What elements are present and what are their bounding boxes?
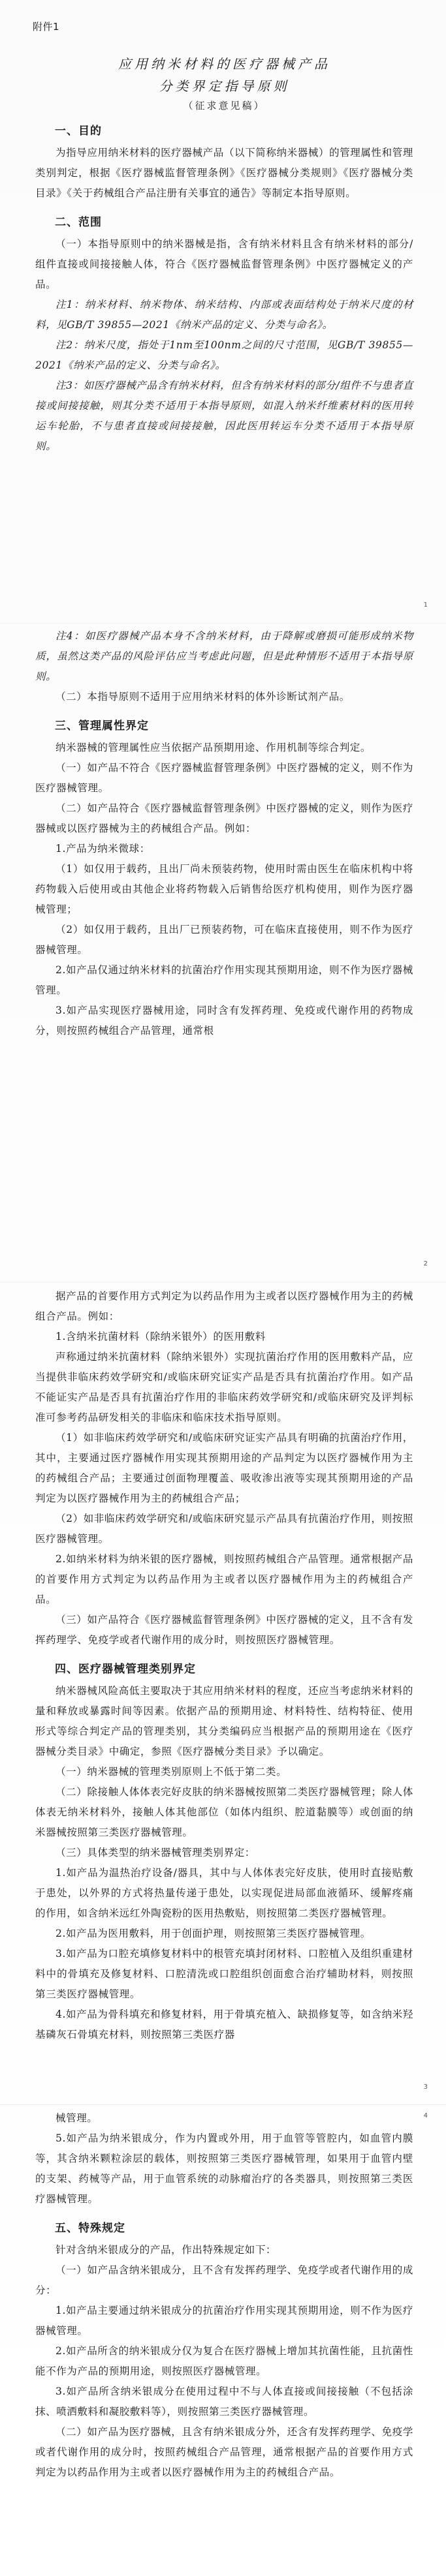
body-paragraph: 1.产品为纳米微球： <box>56 843 150 855</box>
body-paragraph: （二）如产品符合《医疗器械监督管理条例》中医疗器械的定义，则作为医疗器械或以医疗器械为主的药械组合产品。例如： <box>35 802 413 834</box>
body-paragraph: 2.如纳米材料为纳米银的医疗器械，则按照药械组合产品管理。通常根据产品的首要作用方式判定为以药品作用为主或者以医疗器械作用为主的药械组合产品。 <box>35 1553 413 1605</box>
page-1 <box>0 0 446 620</box>
page-1-column <box>35 0 413 457</box>
section-heading: 五、特殊规定 <box>55 2222 125 2235</box>
body-paragraph: （2）如仅用于载药，且出厂已预装药物，可在临床直接使用，则不作为医疗器械管理。 <box>35 924 413 956</box>
body-paragraph: 2.如产品所含的纳米银成分仅为复合在医疗器械上增加其抗菌性能，且抗菌性能不作为产品的预期用途，则按照医疗器械管理。 <box>35 2345 413 2377</box>
note-paragraph: 注3：如医疗器械产品含有纳米材料，但含有纳米材料的部分/组件不与患者直接或间接接触，则其分类不适用于本指导原则，如混入纳米纤维素材料的医用转运车轮胎，不与患者直接或间接接触，因此医用转运车分类不适用于本指导原则。 <box>35 380 413 452</box>
body-paragraph: 2.如产品为医用敷料，用于创面护理，则按照第三类医疗器械管理。 <box>56 1928 371 1939</box>
body-paragraph: （三）具体类型的纳米器械管理类别界定： <box>56 1847 255 1858</box>
page-number: 3 <box>423 2084 428 2091</box>
body-paragraph: 3.如产品实现医疗器械用途，同时含有发挥药理、免疫或代谢作用的药物成分，则按照药械组合产品管理，通常根 <box>35 1005 413 1037</box>
page-number: 4 <box>423 2112 428 2119</box>
body-paragraph: （一）本指导原则中的纳米器械是指，含有纳米材料且含有纳米材料的部分/组件直接或间接接触人体，符合《医疗器械监督管理条例》中医疗器械定义的产品。 <box>35 238 413 290</box>
body-paragraph: 1.含纳米抗菌材料（除纳米银外）的医用敷料 <box>56 1331 266 1342</box>
page-4 <box>0 2108 446 2576</box>
body-paragraph: （一）如产品不符合《医疗器械监督管理条例》中医疗器械的定义，则不作为医疗器械管理。 <box>35 762 413 794</box>
body-paragraph: 声称通过纳米抗菌材料（除纳米银外）实现抗菌治疗作用的医用敷料产品，应当提供非临床药效学研究和/或临床研究证实产品是否具有抗菌治疗作用。如产品不能证实产品是否具有抗菌治疗作用的非临床药效学研究和/或临床研究及评判标准可参考药品研发相关的非临床和临床技术指导原则。 <box>35 1351 413 1423</box>
page-divider <box>0 623 446 624</box>
body-paragraph: 械管理。 <box>56 2112 98 2124</box>
body-paragraph: 4.如产品为骨科填充和修复材料，用于骨填充植入、缺损修复等，如含纳米羟基磷灰石骨填充材料，则按照第三类医疗器 <box>35 2008 413 2040</box>
section-heading: 二、范围 <box>55 216 102 229</box>
body-paragraph: （二）如产品为医疗器械，且含有纳米银成分外，还含有发挥药理学、免疫学或者代谢作用的成分时，按照药械组合产品管理，通常根据产品的首要作用方式判定为以药品作用为主或者以医疗器械作用为主的药械组合产品。 <box>35 2426 413 2478</box>
annex-label: 附件1 <box>33 21 60 33</box>
body-paragraph: （二）除接触人体体表完好皮肤的纳米器械按照第二类医疗器械管理；除人体体表无纳米材料外，接触人体其他部位（如体内组织、腔道黏膜等）或创面的纳米器械按照第三类医疗器械管理。 <box>35 1786 413 1838</box>
page-3-body <box>35 1286 413 2045</box>
document-subtitle: （征求意见稿） <box>183 100 266 112</box>
page-4-body <box>35 2108 413 2483</box>
body-paragraph: 2.如产品仅通过纳米材料的抗菌治疗作用实现其预期用途，则不作为医疗器械管理。 <box>35 964 413 996</box>
body-paragraph: （三）如产品符合《医疗器械监督管理条例》中医疗器械的定义，且不含有发挥药理学、免疫学或者代谢作用的成分时，则按照医疗器械管理。 <box>35 1614 413 1646</box>
body-paragraph: （一）纳米器械的管理类别原则上不低于第二类。 <box>56 1766 287 1778</box>
document-title-line-1: 应用纳米材料的医疗器械产品 <box>118 56 330 72</box>
body-paragraph: 为指导应用纳米材料的医疗器械产品（以下简称纳米器械）的管理属性和管理类别判定，根据《医疗器械监督管理条例》《医疗器械分类规则》《医疗器械分类目录》《关于药械组合产品注册有关事宜的通告》等制定本指导原则。 <box>35 147 413 199</box>
body-paragraph: （二）本指导原则不适用于应用纳米材料的体外诊断试剂产品。 <box>56 691 350 703</box>
page-4-column <box>35 2108 413 2483</box>
body-paragraph: 1.如产品主要通过纳米银成分的抗菌治疗作用实现其预期用途，则不作为医疗器械管理。 <box>35 2305 413 2337</box>
page-3-column <box>35 1286 413 2045</box>
body-paragraph: 据产品的首要作用方式判定为以药品作用为主或者以医疗器械作用为主的药械组合产品。例如： <box>35 1290 413 1322</box>
body-paragraph: 纳米器械风险高低主要取决于其应用纳米材料的程度，还应当考虑纳米材料的量和释放或暴露时间等因素。依据产品的预期用途、材料特性、结构特征、使用形式等综合判定产品的管理类别，其分类编码应当根据产品的预期用途在《医疗器械分类目录》中确定，参照《医疗器械分类目录》予以确定。 <box>35 1685 413 1757</box>
title-block <box>35 53 413 112</box>
page-2-column <box>35 626 413 1041</box>
body-paragraph: 3.如产品为口腔充填修复材料中的根管充填封闭材料、口腔植入及组织重建材料中的骨填充及修复材料、口腔清洗或口腔组织创面愈合治疗辅助材料，则按照第三类医疗器械管理。 <box>35 1948 413 2000</box>
body-paragraph: （2）如非临床药效学研究和/或临床研究显示产品具有抗菌治疗作用，则按照医疗器械管理。 <box>35 1513 413 1545</box>
note-paragraph: 注1：纳米材料、纳米物体、纳米结构、内部或表面结构处于纳米尺度的材料，见GB/T 39855—2021《纳米产品的定义、分类与命名》。 <box>35 299 413 331</box>
section-heading: 三、管理属性界定 <box>55 720 149 733</box>
page-divider <box>0 2104 446 2105</box>
body-paragraph: 针对含纳米银成分的产品，作出特殊规定如下： <box>56 2244 277 2256</box>
page-number: 2 <box>423 1260 428 1267</box>
page-number: 1 <box>423 601 428 609</box>
body-paragraph: 1.如产品为温热治疗设备/器具，其中与人体体表完好皮肤，使用时直接贴敷于患处，以外界的方式将热量传递于患处，以实现促进局部血液循环、缓解疼痛的作用，如含纳米远红外陶瓷粉的医用热敷贴，则按照第二类医疗器械管理。 <box>35 1867 413 1919</box>
note-paragraph: 注2：纳米尺度，指处于1nm至100nm之间的尺寸范围，见GB/T 39855—2021《纳米产品的定义、分类与命名》。 <box>35 339 413 371</box>
page-3 <box>0 1286 446 2102</box>
section-heading: 一、目的 <box>55 125 102 138</box>
body-paragraph: （1）如非临床药效学研究和/或临床研究证实产品具有明确的抗菌治疗作用，其中，主要通过医疗器械作用实现其预期用途的产品判定为以医疗器械作用为主的药械组合产品；主要通过创面物理覆盖、吸收渗出液等实现其预期用途的产品判定为以医疗器械作用为主的药械组合产品； <box>35 1432 413 1504</box>
page-2-body <box>35 626 413 1041</box>
page-1-body <box>35 121 413 457</box>
body-paragraph: 纳米器械的管理属性应当依据产品预期用途、作用机制等综合判定。 <box>56 742 372 753</box>
section-heading: 四、医疗器械管理类别界定 <box>55 1663 196 1676</box>
document-title-line-2: 分类界定指导原则 <box>159 78 290 94</box>
page-2 <box>0 626 446 1279</box>
note-paragraph: 注4：如医疗器械产品本身不含纳米材料，由于降解或磨损可能形成纳米物质，虽然这类产品的风险评估应当考虑此问题，但是此种情形不适用于本指导原则。 <box>35 630 413 682</box>
body-paragraph: 3.如产品所含纳米银成分在使用过程中不与人体直接或间接接触（不包括涂抹、喷洒敷料和凝胶敷料等），则按照第三类医疗器械管理。 <box>35 2386 413 2417</box>
body-paragraph: 5.如产品为纳米银成分，作为内置或外用，用于血管等管腔内，如血管内膜等，其含纳米颗粒涂层的载体，则按照第三类医疗器械管理，如果用于血管内壁的支架、药械等产品，用于血管系统的动脉瘤治疗的各类器具，则按照第三类医疗器械管理。 <box>35 2132 413 2205</box>
body-paragraph: （一）如产品含纳米银成分，且不含有发挥药理学、免疫学或者代谢作用的成分： <box>35 2264 413 2296</box>
body-paragraph: （1）如仅用于载药，且出厂尚未预装药物，使用时需由医生在临床机构中将药物载入后使用或由其他企业将药物载入后销售给医疗机构使用，则作为医疗器械管理； <box>35 863 413 915</box>
